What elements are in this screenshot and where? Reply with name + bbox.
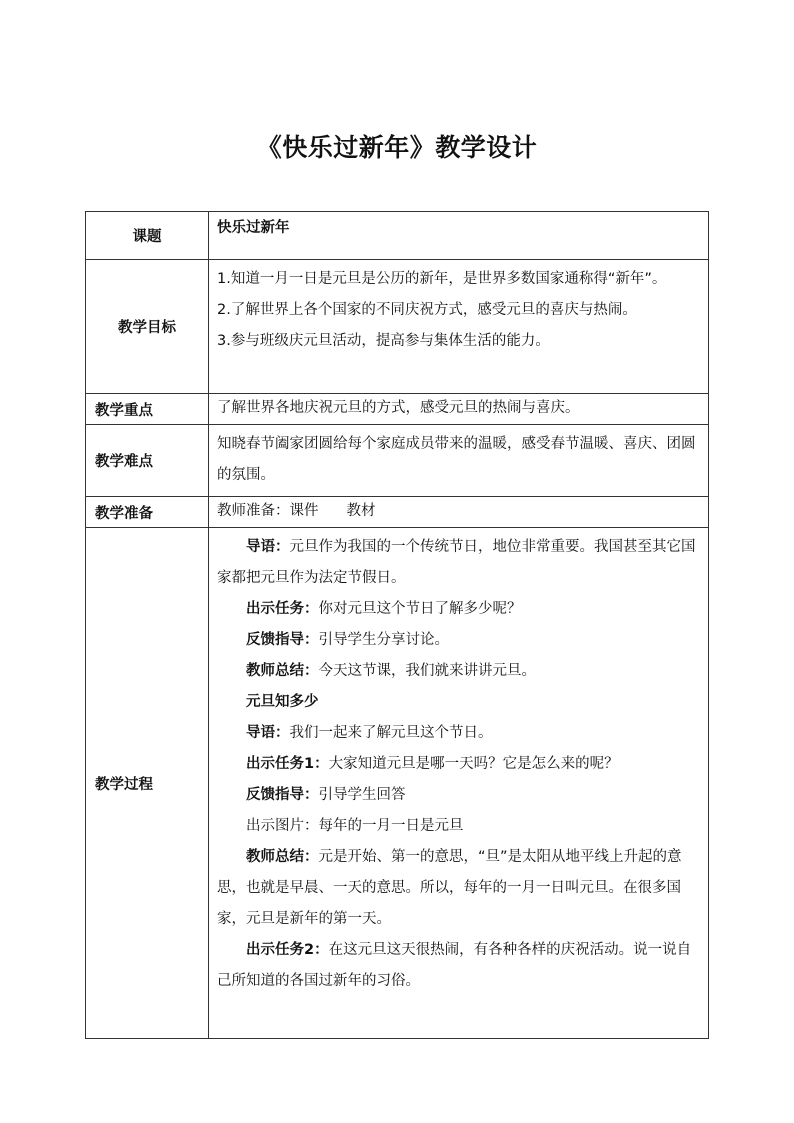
preparation-courseware: 教师准备：课件 xyxy=(217,503,319,519)
difficulty-label: 教学难点 xyxy=(86,425,209,497)
paragraph-text: 我们一起来了解元旦这个节日。 xyxy=(289,725,493,741)
paragraph-lead: 教师总结： xyxy=(246,849,319,865)
process-paragraph xyxy=(217,842,702,935)
process-content xyxy=(209,528,709,1039)
focus-label: 教学重点 xyxy=(86,394,209,425)
paragraph-lead: 导语： xyxy=(246,539,290,555)
lesson-plan-table xyxy=(85,211,709,1039)
paragraph-lead: 反馈指导： xyxy=(246,632,319,648)
topic-label: 课题 xyxy=(86,212,209,260)
process-paragraph xyxy=(217,532,702,594)
focus-value: 了解世界各地庆祝元旦的方式，感受元旦的热闹与喜庆。 xyxy=(209,394,709,425)
process-paragraph xyxy=(217,749,702,780)
goals-label: 教学目标 xyxy=(86,260,209,394)
goal-item: 3.参与班级庆元旦活动，提高参与集体生活的能力。 xyxy=(217,333,550,349)
paragraph-text: 出示图片：每年的一月一日是元旦 xyxy=(246,818,464,834)
paragraph-lead: 出示任务： xyxy=(246,601,319,617)
paragraph-lead: 反馈指导： xyxy=(246,787,319,803)
paragraph-lead: 教师总结： xyxy=(246,663,319,679)
topic-value: 快乐过新年 xyxy=(209,212,709,260)
process-section-heading xyxy=(217,687,702,718)
difficulty-value: 知晓春节阖家团圆给每个家庭成员带来的温暖，感受春节温暖、喜庆、团圆的氛围。 xyxy=(209,425,709,497)
preparation-row xyxy=(86,497,709,528)
goals-content xyxy=(209,260,709,394)
process-label: 教学过程 xyxy=(86,528,209,1039)
paragraph-lead: 出示任务1： xyxy=(246,756,329,772)
goal-item: 2.了解世界上各个国家的不同庆祝方式，感受元旦的喜庆与热闹。 xyxy=(217,302,637,318)
preparation-label: 教学准备 xyxy=(86,497,209,528)
document-title: 《快乐过新年》教学设计 xyxy=(256,133,538,162)
process-paragraph xyxy=(217,935,702,997)
paragraph-text: 引导学生回答 xyxy=(318,787,406,803)
process-row xyxy=(86,528,709,1039)
paragraph-lead: 导语： xyxy=(246,725,290,741)
difficulty-row xyxy=(86,425,709,497)
process-paragraph xyxy=(217,594,702,625)
focus-row xyxy=(86,394,709,425)
paragraph-text: 今天这节课，我们就来讲讲元旦。 xyxy=(318,663,536,679)
paragraph-lead: 出示任务2： xyxy=(246,942,329,958)
paragraph-text: 元是开始、第一的意思，“旦”是太阳从地平线上升起的意思，也就是早晨、一天的意思。所以，每年的一月一日叫元旦。在很多国家，元旦是新年的第一天。 xyxy=(217,849,682,927)
process-paragraph xyxy=(217,780,702,811)
preparation-textbook: 教材 xyxy=(346,503,376,519)
process-paragraph xyxy=(217,625,702,656)
goals-row xyxy=(86,260,709,394)
process-paragraph xyxy=(217,811,702,842)
process-paragraph xyxy=(217,718,702,749)
paragraph-lead: 元旦知多少 xyxy=(246,694,319,710)
topic-row xyxy=(86,212,709,260)
goal-item: 1.知道一月一日是元旦是公历的新年，是世界多数国家通称得“新年”。 xyxy=(217,271,667,287)
paragraph-text: 元旦作为我国的一个传统节日，地位非常重要。我国甚至其它国家都把元旦作为法定节假日。 xyxy=(217,539,696,586)
paragraph-text: 你对元旦这个节日了解多少呢？ xyxy=(318,601,522,617)
paragraph-text: 在这元旦这天很热闹，有各种各样的庆祝活动。说一说自己所知道的各国过新年的习俗。 xyxy=(217,942,692,989)
process-paragraph xyxy=(217,656,702,687)
paragraph-text: 引导学生分享讨论。 xyxy=(318,632,449,648)
preparation-value xyxy=(209,497,709,528)
paragraph-text: 大家知道元旦是哪一天吗？它是怎么来的呢？ xyxy=(328,756,619,772)
